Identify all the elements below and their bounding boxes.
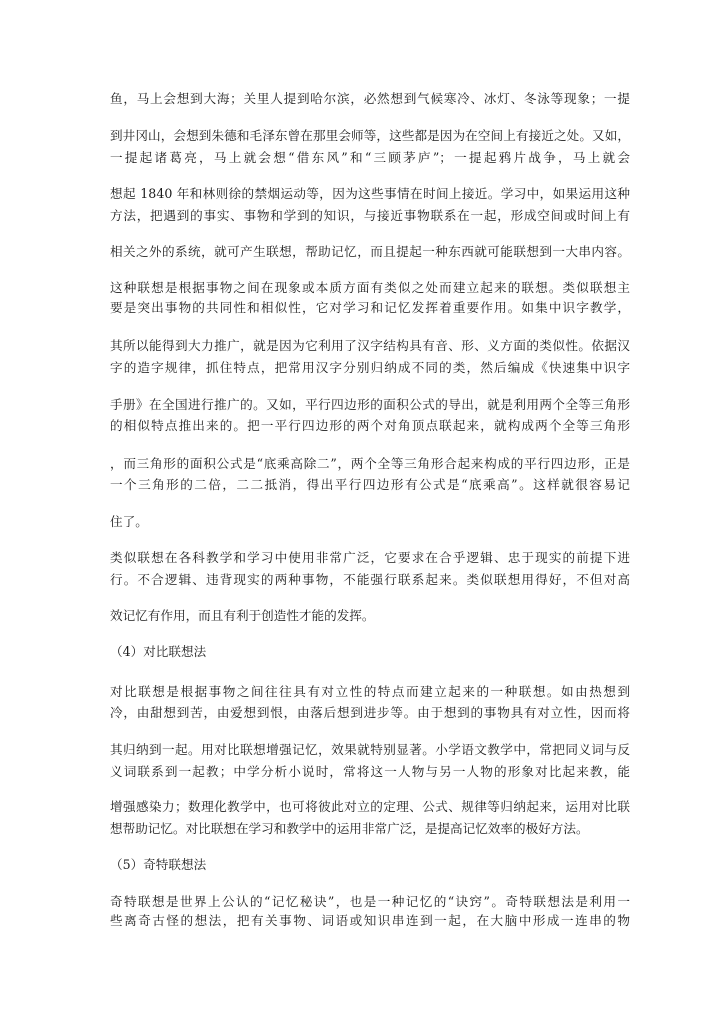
text-line: 要是突出事物的共同性和相似性，它对学习和记忆发挥着重要作用。如集中识字教学， — [110, 300, 630, 315]
text-line: 想起 1840 年和林则徐的禁烟运动等，因为这些事情在时间上接近。学习中，如果运用这种 — [110, 186, 630, 201]
text-line: 奇特联想是世界上公认的“记忆秘诀”，也是一种记忆的“诀窍”。奇特联想法是利用一 — [110, 894, 630, 909]
text-line: 到井冈山，会想到朱德和毛泽东曾在那里会师等，这些都是因为在空间上有接近之处。又如， — [110, 128, 630, 143]
section-heading: （4）对比联想法 — [110, 644, 207, 659]
text-line: 些离奇古怪的想法，把有关事物、词语或知识串连到一起，在大脑中形成一连串的物 — [110, 913, 630, 928]
text-line: 行。不合逻辑、违背现实的两种事物，不能强行联系起来。类似联想用得好，不但对高 — [110, 572, 630, 587]
text-line: 其所以能得到大力推广，就是因为它利用了汉字结构具有音、形、义方面的类似性。依据汉 — [110, 338, 630, 353]
section-heading: （5）奇特联想法 — [110, 857, 207, 872]
text-line: 的相似特点推出来的。把一平行四边形的两个对角顶点联起来，就构成两个全等三角形 — [110, 418, 630, 433]
text-line: 方法，把遇到的事实、事物和学到的知识，与接近事物联系在一起，形成空间或时间上有 — [110, 208, 630, 223]
text-line: 增强感染力；数理化教学中，也可将彼此对立的定理、公式、规律等归纳起来，运用对比联 — [110, 799, 630, 814]
text-line: 其归纳到一起。用对比联想增强记忆，效果就特别显著。小学语文教学中，常把同义词与反 — [110, 742, 630, 757]
text-line: 鱼，马上会想到大海；关里人提到哈尔滨，必然想到气候寒冷、冰灯、冬泳等现象；一提 — [110, 91, 630, 106]
text-line: 想帮助记忆。对比联想在学习和教学中的运用非常广泛，是提高记忆效率的极好方法。 — [110, 821, 589, 836]
text-line: 一提起诸葛亮，马上就会想“借东风”和“三顾茅庐”；一提起鸦片战争，马上就会 — [110, 150, 630, 165]
text-line: 相关之外的系统，就可产生联想，帮助记忆，而且提起一种东西就可能联想到一大串内容。 — [110, 244, 630, 259]
text-line: 冷，由甜想到苦，由爱想到恨，由落后想到进步等。由于想到的事物具有对立性，因而将 — [110, 705, 630, 720]
text-line: 效记忆有作用，而且有利于创造性才能的发挥。 — [110, 608, 375, 623]
text-line: 手册》在全国进行推广的。又如，平行四边形的面积公式的导出，就是利用两个全等三角形 — [110, 397, 630, 412]
text-line: 字的造字规律，抓住特点，把常用汉字分别归纳成不同的类，然后编成《快速集中识字 — [110, 360, 630, 375]
text-line: 这种联想是根据事物之间在现象或本质方面有类似之处而建立起来的联想。类似联想主 — [110, 280, 630, 295]
text-line: 对比联想是根据事物之间往往具有对立性的特点而建立起来的一种联想。如由热想到 — [110, 684, 630, 699]
text-line: 义词联系到一起教；中学分析小说时，常将这一人物与另一人物的形象对比起来教，能 — [110, 764, 630, 779]
text-line: 一个三角形的二倍，二二抵消，得出平行四边形有公式是“底乘高”。这样就很容易记 — [110, 477, 630, 492]
text-line: 类似联想在各科教学和学习中使用非常广泛，它要求在合乎逻辑、忠于现实的前提下进 — [110, 550, 630, 565]
text-line: 住了。 — [110, 514, 148, 529]
text-line: ，而三角形的面积公式是“底乘高除二”，两个全等三角形合起来构成的平行四边形，正是 — [110, 456, 630, 471]
